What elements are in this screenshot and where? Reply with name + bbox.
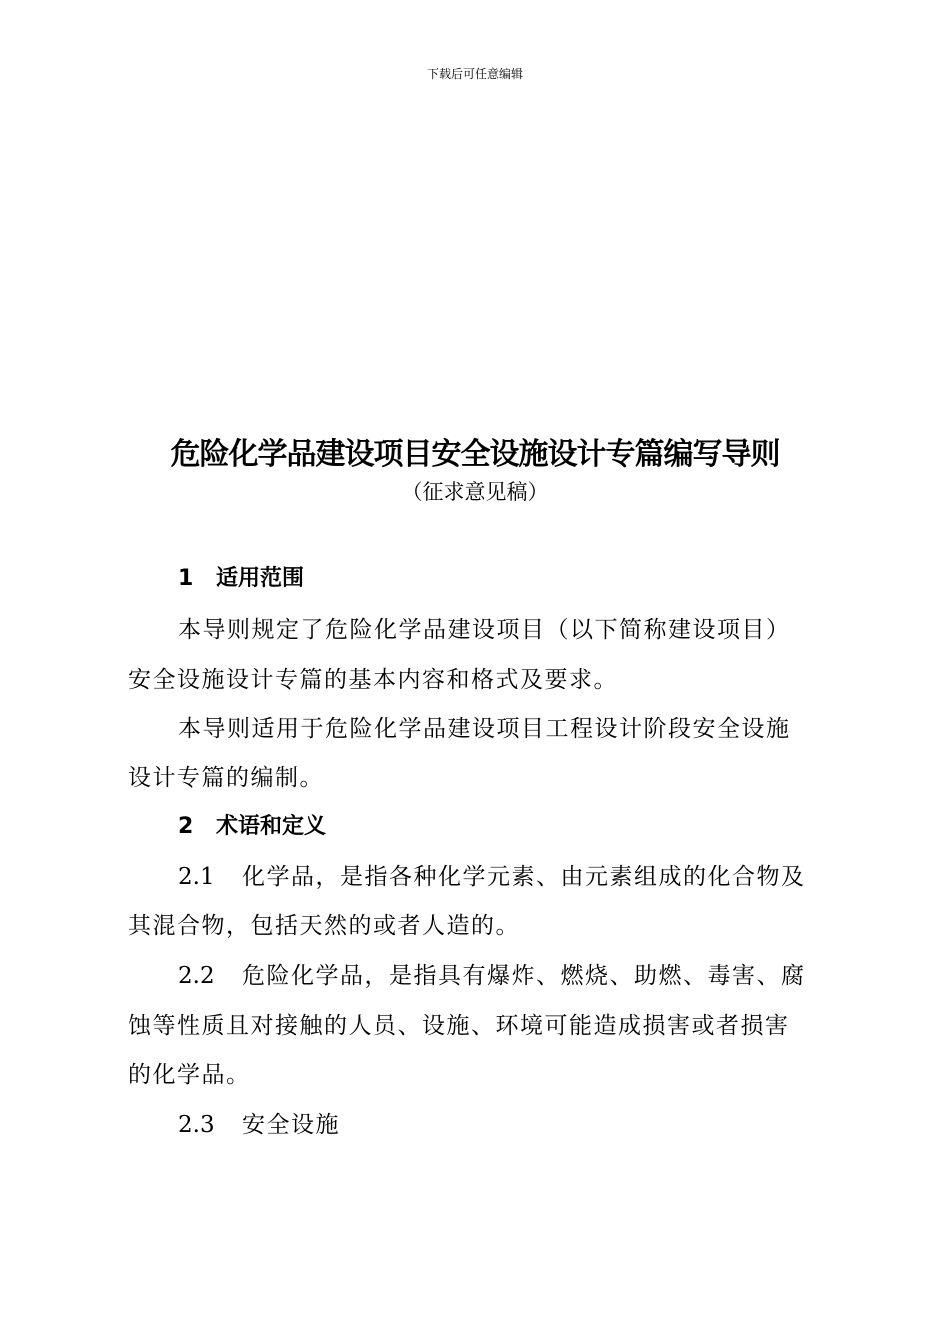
paragraph-line: 的化学品。 [128,1062,251,1088]
section-title: 适用范围 [216,566,305,591]
clause-number: 2.2 [178,963,215,989]
section-number: 2 [178,814,194,839]
clause-text: 危险化学品，是指具有爆炸、燃烧、助燃、毒害、腐 [242,963,806,989]
paragraph-line: 蚀等性质且对接触的人员、设施、环境可能造成损害或者损害 [128,1013,790,1039]
header-note: 下载后可任意编辑 [426,67,523,81]
clause-number: 2.3 [178,1112,215,1138]
clause-line [178,1109,340,1141]
clause-number: 2.1 [178,864,215,890]
paragraph-line: 本导则适用于危险化学品建设项目工程设计阶段安全设施 [178,716,791,742]
clause-line [178,861,806,893]
clause-text: 化学品，是指各种化学元素、由元素组成的化合物及 [242,864,806,890]
paragraph-line: 设计专篇的编制。 [128,765,324,791]
section-heading-2 [178,812,326,842]
paragraph-line: 本导则规定了危险化学品建设项目（以下简称建设项目） [178,617,791,643]
clause-line [178,960,806,992]
paragraph-line: 其混合物，包括天然的或者人造的。 [128,913,520,939]
paragraph-line: 安全设施设计专篇的基本内容和格式及要求。 [128,667,618,693]
document-title: 危险化学品建设项目安全设施设计专篇编写导则 [170,437,780,472]
document-subtitle: （征求意见稿） [401,480,549,504]
section-number: 1 [178,566,194,591]
section-title: 术语和定义 [216,814,327,839]
section-heading-1 [178,564,304,594]
clause-text: 安全设施 [242,1112,340,1138]
